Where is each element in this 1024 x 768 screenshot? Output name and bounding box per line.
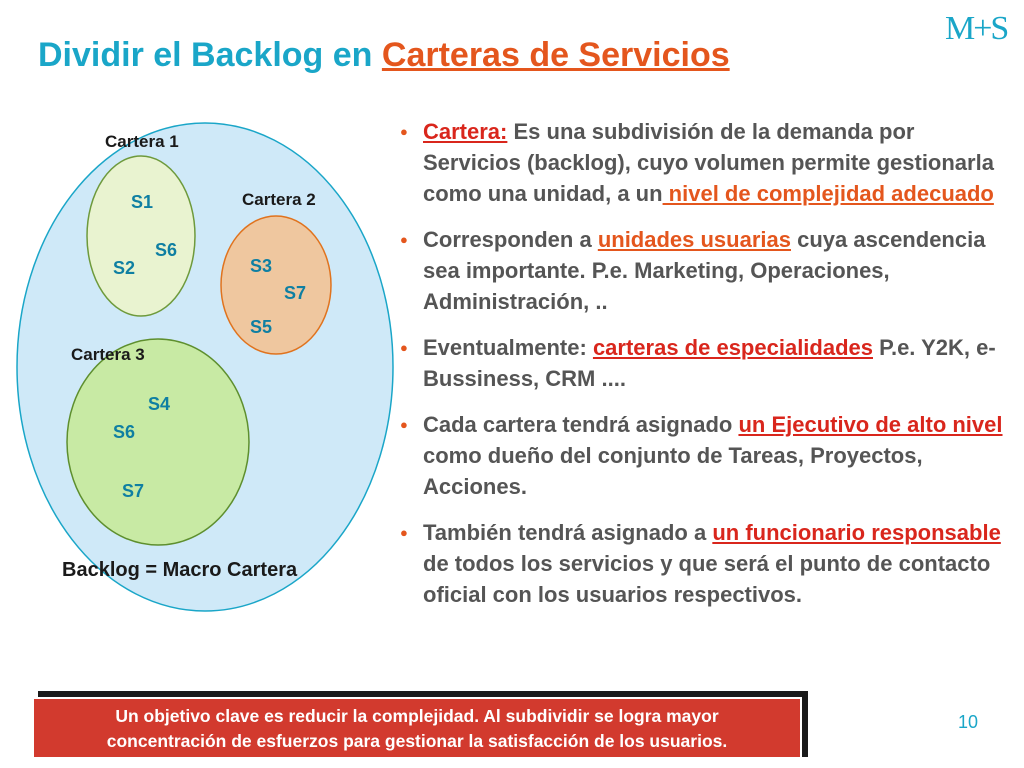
bullet-icon: ● [400, 232, 408, 247]
service-label: S6 [155, 240, 178, 260]
macro-portfolio-label: Backlog = Macro Cartera [62, 559, 298, 581]
service-label: S7 [122, 481, 145, 501]
service-label: S1 [131, 192, 154, 212]
bullet-highlight: carteras de especialidades [592, 335, 873, 360]
bullet-icon: ● [400, 417, 408, 432]
key-objective-callout [32, 697, 802, 759]
cartera-3-ellipse [67, 339, 249, 545]
backlog-diagram [0, 0, 400, 620]
bullet-text: Es una subdivisión de la demanda por Servicios (backlog), cuyo volumen permite gestionarla como una unidad, a un [423, 119, 994, 206]
service-label: S3 [250, 256, 273, 276]
service-label: S7 [284, 283, 307, 303]
bullet-icon: ● [400, 340, 408, 355]
cartera-1-ellipse [87, 156, 195, 316]
cartera-1-label: Cartera 1 [105, 132, 179, 151]
callout-line: concentración de esfuerzos para gestionar la satisfacción de los usuarios. [106, 731, 728, 751]
service-label: S5 [250, 317, 273, 337]
bullet-icon: ● [400, 124, 408, 139]
bullet-text: Eventualmente: [423, 335, 593, 360]
bullet-item [400, 332, 1005, 394]
service-label: S6 [113, 422, 136, 442]
bullet-text: Cada cartera tendrá asignado [423, 412, 739, 437]
title-prefix: Dividir el Backlog en [38, 36, 382, 74]
bullet-text: P.e. Y2K, e-Bussiness, CRM .... [423, 335, 996, 391]
bullet-text: cuya ascendencia sea importante. P.e. Marketing, Operaciones, Administración, .. [423, 227, 986, 314]
bullet-item [400, 517, 1005, 610]
bullet-item [400, 116, 1005, 209]
cartera-2-label: Cartera 2 [242, 190, 316, 209]
cartera-2-ellipse [221, 216, 331, 354]
title-highlight: Carteras de Servicios [381, 36, 730, 74]
bullet-highlight: unidades usuarias [597, 227, 791, 252]
service-label: S2 [113, 258, 136, 278]
callout-line: Un objetivo clave es reducir la complejidad. Al subdividir se logra mayor [115, 706, 719, 726]
service-label: S4 [148, 394, 171, 414]
page-number: 10 [958, 712, 979, 732]
bullet-item [400, 224, 1005, 317]
bullet-highlight: Cartera: [423, 119, 508, 144]
bullet-highlight: nivel de complejidad adecuado [662, 181, 994, 206]
bullet-list [400, 116, 1005, 625]
cartera-3-label: Cartera 3 [71, 345, 145, 364]
bullet-text: Corresponden a [423, 227, 598, 252]
brand-logo: M+S [945, 10, 1008, 47]
bullet-text: También tendrá asignado a [423, 520, 713, 545]
bullet-icon: ● [400, 525, 408, 540]
bullet-text: como dueño del conjunto de Tareas, Proyectos, Acciones. [423, 443, 923, 499]
bullet-highlight: un funcionario responsable [712, 520, 1001, 545]
bullet-item [400, 409, 1005, 502]
bullet-text: de todos los servicios y que será el punto de contacto oficial con los usuarios respectivos. [423, 551, 991, 607]
bullet-highlight: un Ejecutivo de alto nivel [738, 412, 1003, 437]
